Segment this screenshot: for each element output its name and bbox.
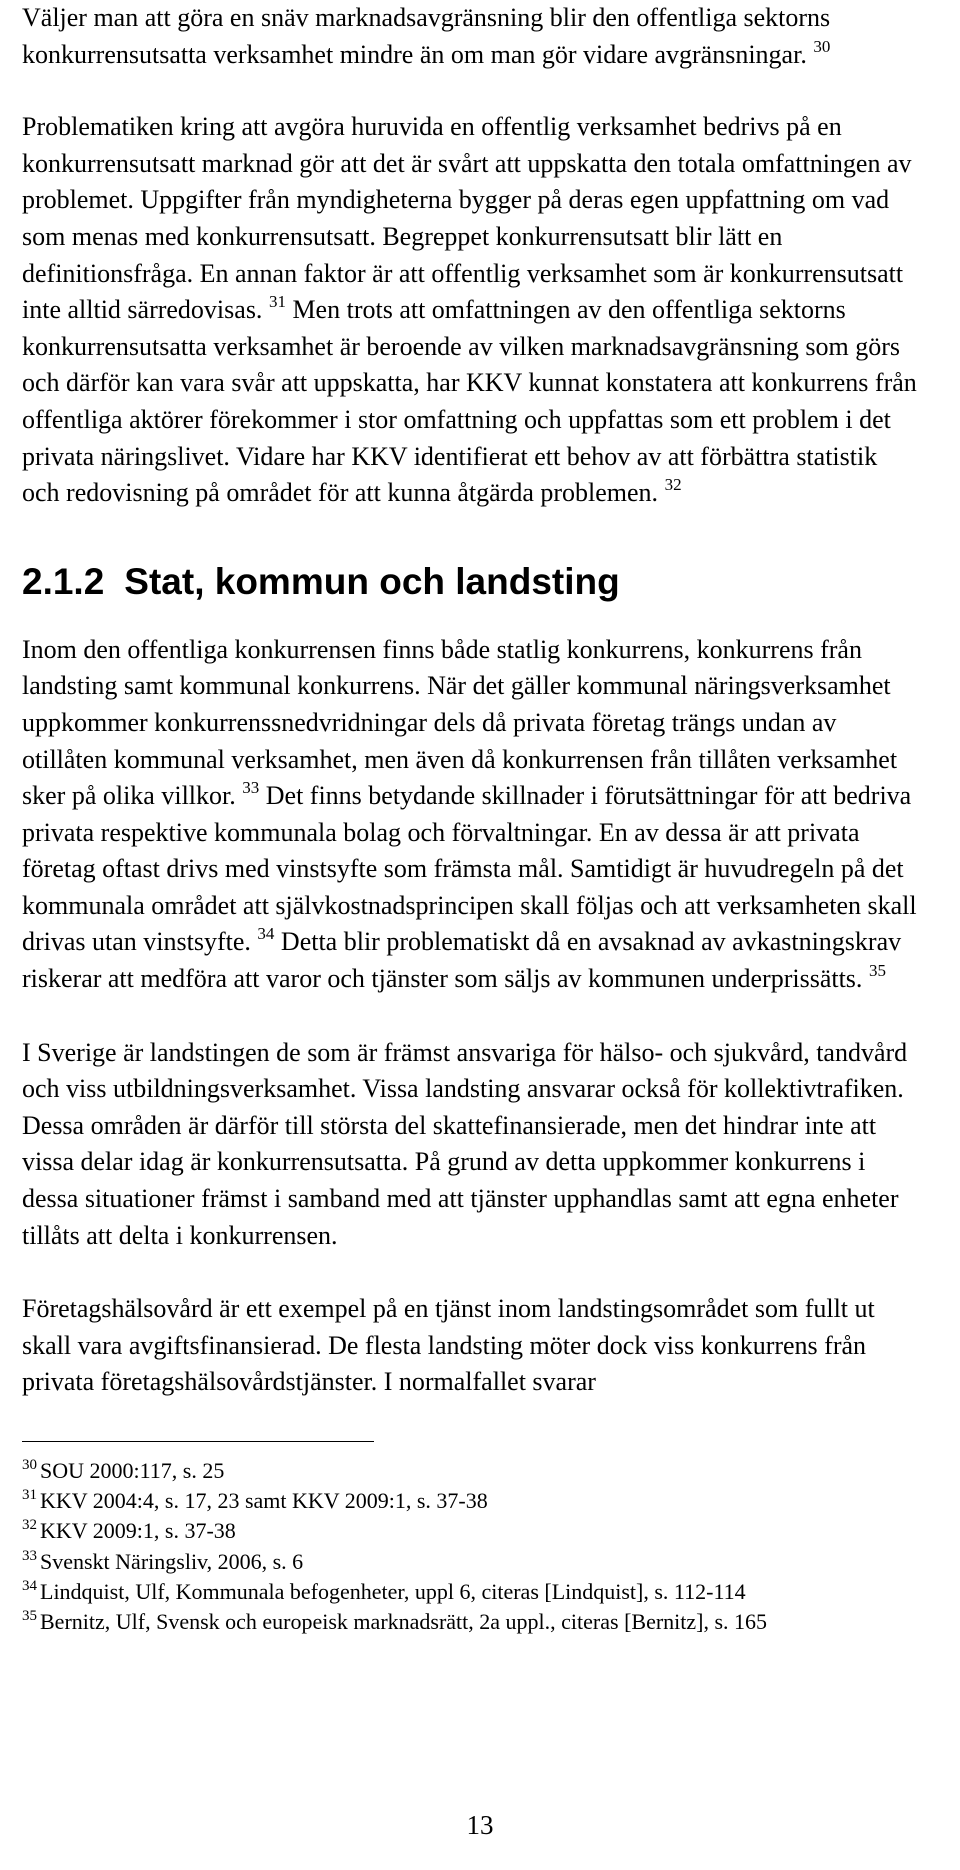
footnote-ref-33[interactable]: 33: [242, 778, 260, 798]
footnote-text: KKV 2004:4, s. 17, 23 samt KKV 2009:1, s. 37-38: [40, 1488, 488, 1514]
footnote-ref-31[interactable]: 31: [268, 292, 286, 312]
footnote-number: 31: [22, 1487, 37, 1504]
footnote-number: 33: [22, 1547, 37, 1564]
footnote-text: SOU 2000:117, s. 25: [40, 1458, 225, 1483]
paragraph-public-competition: [22, 632, 920, 998]
footnote-text: Lindquist, Ulf, Kommunala befogenheter, uppl 6, citeras [Lindquist], s. 112-114: [40, 1578, 746, 1604]
paragraph-text: Problematiken kring att avgöra huruvida en offentlig verksamhet bedrivs på en konkurrensutsatt marknad gör att det är svårt att uppskatta den totala omfattningen av problemet. Uppgifter från myndigheterna bygger på deras egen uppfattning om vad som menas med konkurrensutsatt. Begreppet konkurrensutsatt blir lätt en definitionsfråga. En annan faktor är att offentlig verksamhet som är konkurrensutsatt inte alltid särredovisas.: [22, 112, 912, 325]
footnote-30: [22, 1456, 920, 1486]
footnote-33: [22, 1547, 920, 1577]
section-number: 2.1.2: [22, 560, 105, 602]
paragraph-problem-scope: [22, 109, 920, 512]
footnote-34: [22, 1577, 920, 1607]
footnote-ref-32[interactable]: 32: [664, 475, 682, 495]
footnote-number: 35: [22, 1608, 37, 1625]
paragraph-text: Väljer man att göra en snäv marknadsavgränsning blir den offentliga sektorns konkurrensutsatta verksamhet mindre än om man gör vidare avgränsningar.: [22, 3, 831, 69]
section-heading: [22, 560, 920, 604]
paragraph-text: Det finns betydande skillnader i förutsättningar för att bedriva privata respektive kommunala bolag och förvaltningar. En av dessa är att privata företag oftast drivs med vinstsyfte som främsta mål. Samtidigt är huvudregeln på det kommunala området att självkostnadsprincipen skall följas och att verksamheten skall drivas utan vinstsyfte.: [22, 781, 917, 957]
footnote-32: [22, 1516, 920, 1546]
footnote-ref-35[interactable]: 35: [868, 961, 886, 981]
paragraph-text: Inom den offentliga konkurrensen finns både statlig konkurrens, konkurrens från landsting samt kommunal konkurrens. När det gäller kommunal näringsverksamhet uppkommer konkurrenssnedvridningar dels då privata företag trängs undan av otillåten kommunal verksamhet, men även då konkurrensen från tillåten verksamhet sker på olika villkor.: [22, 634, 898, 811]
page-number: 13: [466, 1810, 494, 1840]
footnotes: [22, 1456, 920, 1637]
footnote-number: 34: [22, 1577, 37, 1594]
footnote-text: KKV 2009:1, s. 37-38: [40, 1518, 236, 1544]
footnote-text: Svenskt Näringsliv, 2006, s. 6: [40, 1548, 304, 1574]
footnote-ref-34[interactable]: 34: [257, 924, 275, 944]
paragraph-occupational-health: [22, 1291, 920, 1401]
paragraph-market-delimitation: [22, 0, 920, 73]
footnote-text: Bernitz, Ulf, Svensk och europeisk marknadsrätt, 2a uppl., citeras [Bernitz], s. 165: [40, 1609, 768, 1635]
paragraph-text: Företagshälsovård är ett exempel på en tjänst inom landstingsområdet som fullt ut skall vara avgiftsfinansierad. De flesta landsting möter dock viss konkurrens från privata företagshälsovårdstjänster. I normalfallet svarar: [22, 1294, 875, 1397]
footnote-35: [22, 1607, 920, 1637]
footnote-separator: [22, 1441, 374, 1442]
paragraph-text: Men trots att omfattningen av den offentliga sektorns konkurrensutsatta verksamhet är beroende av vilken marknadsavgränsning som görs och därför kan vara svår att uppskatta, har KKV kunnat konstatera att konkurrens från offentliga aktörer förekommer i stor omfattning och uppfattas som ett problem i det privata näringslivet. Vidare har KKV identifierat ett behov av att förbättra statistik och redovisning på området för att kunna åtgärda problemen.: [22, 295, 917, 508]
footnote-ref-30[interactable]: 30: [813, 36, 831, 56]
paragraph-text: I Sverige är landstingen de som är främst ansvariga för hälso- och sjukvård, tandvård och viss utbildningsverksamhet. Vissa landsting ansvarar också för kollektivtrafiken. Dessa områden är därför till största del skattefinansierade, men det hindrar inte att vissa delar idag är konkurrensutsatta. På grund av detta uppkommer konkurrens i dessa situationer främst i samband med att tjänster upphandlas samt att egna enheter tillåts att delta i konkurrensen.: [22, 1037, 908, 1250]
footnote-31: [22, 1486, 920, 1516]
footnote-number: 32: [22, 1517, 37, 1534]
paragraph-county-councils: [22, 1035, 920, 1255]
paragraph-text: Detta blir problematiskt då en avsaknad av avkastningskrav riskerar att medföra att varor och tjänster som säljs av kommunen underprissätts.: [22, 927, 902, 994]
section-title: Stat, kommun och landsting: [124, 560, 620, 602]
footnote-number: 30: [22, 1457, 37, 1473]
